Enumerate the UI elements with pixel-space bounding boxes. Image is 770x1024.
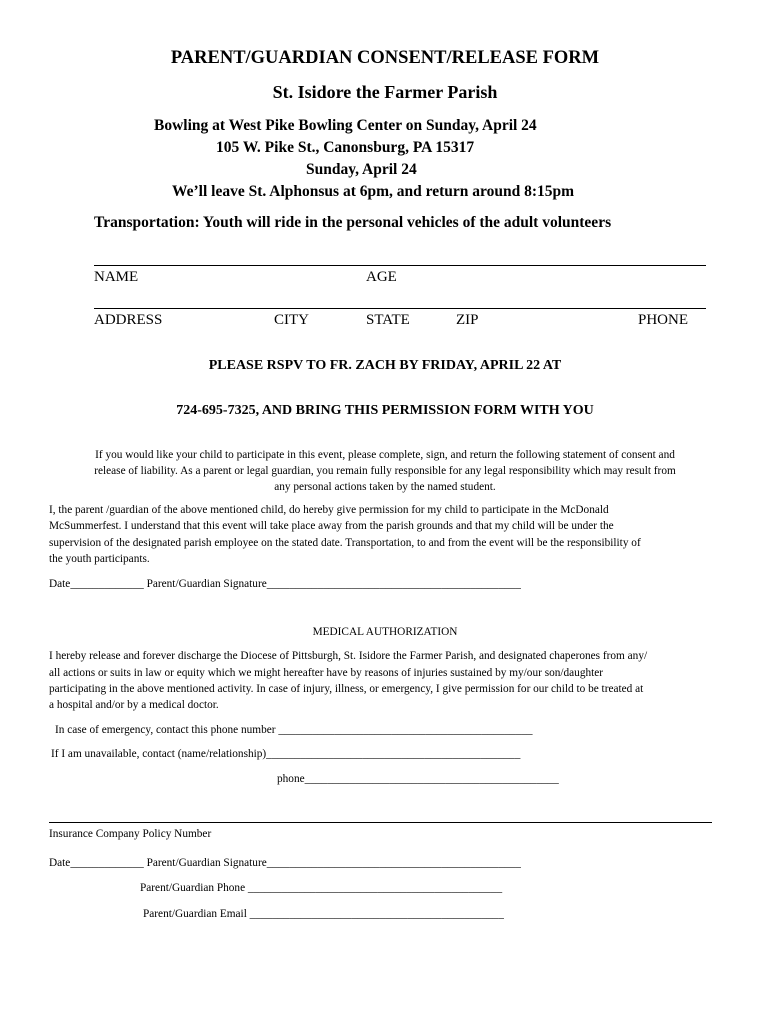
name-label: NAME — [94, 269, 139, 285]
address-line: 105 W. Pike St., Canonsburg, PA 15317 — [216, 139, 475, 156]
medical-text-2: all actions or suits in law or equity which we might hereafter have by reasons of injuries sustained by my/our son/daughter — [49, 667, 604, 679]
name-age-rule[interactable] — [94, 265, 706, 266]
consent-date-signature[interactable]: Date_____________ Parent/Guardian Signature_____________________________________________ — [49, 578, 521, 590]
rsvp-line-2: 724-695-7325, AND BRING THIS PERMISSION FORM WITH YOU — [176, 403, 594, 418]
insurance-label: Insurance Company Policy Number — [49, 828, 212, 840]
consent-statement-2: McSummerfest. I understand that this event will take place away from the parish grounds and that my child will be under the — [49, 520, 614, 532]
consent-intro-1: If you would like your child to participate in this event, please complete, sign, and return the following statement of consent and — [95, 449, 675, 461]
consent-statement-3: supervision of the designated parish employee on the stated date. Transportation, to and from the event will be the responsibility of — [49, 537, 641, 549]
address-rule[interactable] — [94, 308, 706, 309]
consent-intro-3: any personal actions taken by the named student. — [274, 481, 496, 493]
state-label: STATE — [366, 312, 410, 328]
guardian-email-line[interactable]: Parent/Guardian Email _____________________________________________ — [143, 908, 504, 920]
consent-intro-2: release of liability. As a parent or legal guardian, you remain fully responsible for any legal responsibility which may result from — [94, 465, 676, 477]
form-title: PARENT/GUARDIAN CONSENT/RELEASE FORM — [170, 48, 600, 68]
event-line: Bowling at West Pike Bowling Center on Sunday, April 24 — [154, 117, 537, 134]
phone-label: PHONE — [638, 312, 689, 328]
age-label: AGE — [366, 269, 397, 285]
city-label: CITY — [274, 312, 309, 328]
unavailable-contact-line[interactable]: If I am unavailable, contact (name/relationship)_____________________________________________ — [51, 748, 521, 760]
emergency-contact-line[interactable]: In case of emergency, contact this phone number _____________________________________________ — [55, 724, 533, 736]
consent-statement-4: the youth participants. — [49, 553, 150, 565]
medical-date-signature[interactable]: Date_____________ Parent/Guardian Signature_____________________________________________ — [49, 857, 521, 869]
consent-statement-1: I, the parent /guardian of the above mentioned child, do hereby give permission for my child to participate in the McDonald — [49, 504, 609, 516]
medical-text-4: a hospital and/or by a medical doctor. — [49, 699, 219, 711]
address-label: ADDRESS — [94, 312, 163, 328]
medical-text-1: I hereby release and forever discharge the Diocese of Pittsburgh, St. Isidore the Farmer Parish, and designated chaperones from any/ — [49, 650, 648, 662]
date-line: Sunday, April 24 — [306, 161, 417, 178]
zip-label: ZIP — [456, 312, 479, 328]
medical-heading: MEDICAL AUTHORIZATION — [312, 626, 458, 638]
parish-name: St. Isidore the Farmer Parish — [272, 82, 498, 102]
time-line: We’ll leave St. Alphonsus at 6pm, and return around 8:15pm — [172, 183, 575, 200]
medical-text-3: participating in the above mentioned activity. In case of injury, illness, or emergency, I give permission for our child to be treated at — [49, 683, 644, 695]
transport-line: Transportation: Youth will ride in the personal vehicles of the adult volunteers — [94, 214, 612, 231]
rsvp-line-1: PLEASE RSPV TO FR. ZACH BY FRIDAY, APRIL 22 AT — [208, 358, 562, 373]
alternate-phone-line[interactable]: phone_____________________________________________ — [277, 773, 559, 785]
insurance-rule[interactable] — [49, 822, 712, 823]
guardian-phone-line[interactable]: Parent/Guardian Phone _____________________________________________ — [140, 882, 503, 894]
